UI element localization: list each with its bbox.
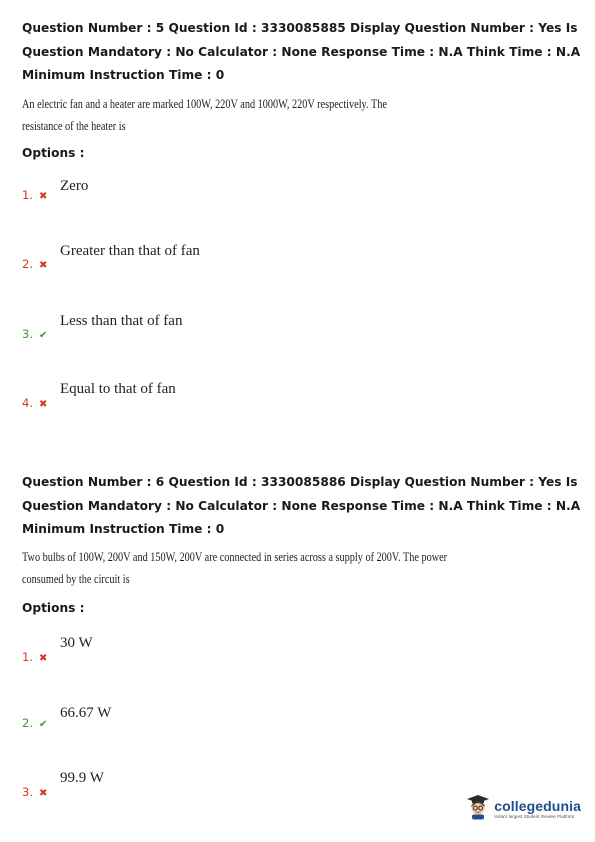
q5-option-4-number: 4. ✖ — [22, 396, 48, 410]
q5-option-2-number: 2. ✖ — [22, 257, 48, 271]
brand-name: collegedunia — [494, 797, 581, 814]
q5-option-4-text: Equal to that of fan — [60, 381, 176, 397]
check-icon: ✔ — [38, 719, 48, 730]
student-avatar-icon — [466, 794, 490, 824]
question-5-options-label: Options : — [22, 146, 85, 160]
cross-icon: ✖ — [38, 191, 48, 202]
cross-icon: ✖ — [38, 653, 48, 664]
check-icon: ✔ — [38, 330, 48, 341]
q6-option-1-text: 30 W — [60, 635, 93, 651]
collegedunia-logo — [466, 794, 581, 824]
q6-option-1-number: 1. ✖ — [22, 650, 48, 664]
cross-icon: ✖ — [38, 788, 48, 799]
question-6-header: Question Number : 6 Question Id : 3330085886 Display Question Number : Yes Is Question Mandatory : No Calculator : None Response Time : N.A Think Time : N.A Minimum Instruction Time : 0 — [22, 475, 581, 536]
cross-icon: ✖ — [38, 399, 48, 410]
question-6-text: Two bulbs of 100W, 200V and 150W, 200V are connected in series across a supply of 200V. The power consumed by the circuit is — [22, 550, 448, 586]
q6-option-3-number: 3. ✖ — [22, 785, 48, 799]
q6-option-2-number: 2. ✔ — [22, 716, 48, 730]
q6-option-2-text: 66.67 W — [60, 705, 112, 721]
q5-option-1-number: 1. ✖ — [22, 188, 48, 202]
cross-icon: ✖ — [38, 260, 48, 271]
question-6-options-label: Options : — [22, 601, 85, 615]
q5-option-3-number: 3. ✔ — [22, 327, 48, 341]
q5-option-2-text: Greater than that of fan — [60, 243, 200, 259]
q5-option-1-text: Zero — [60, 178, 89, 194]
brand-tagline: India's largest Student Review Platform — [494, 813, 575, 819]
q5-option-3-text: Less than that of fan — [60, 313, 183, 329]
q6-option-3-text: 99.9 W — [60, 770, 104, 786]
question-5-header: Question Number : 5 Question Id : 3330085885 Display Question Number : Yes Is Question Mandatory : No Calculator : None Response Time : N.A Think Time : N.A Minimum Instruction Time : 0 — [22, 21, 581, 82]
question-5-text: An electric fan and a heater are marked 100W, 220V and 1000W, 220V respectively. The resistance of the heater is — [22, 97, 387, 133]
